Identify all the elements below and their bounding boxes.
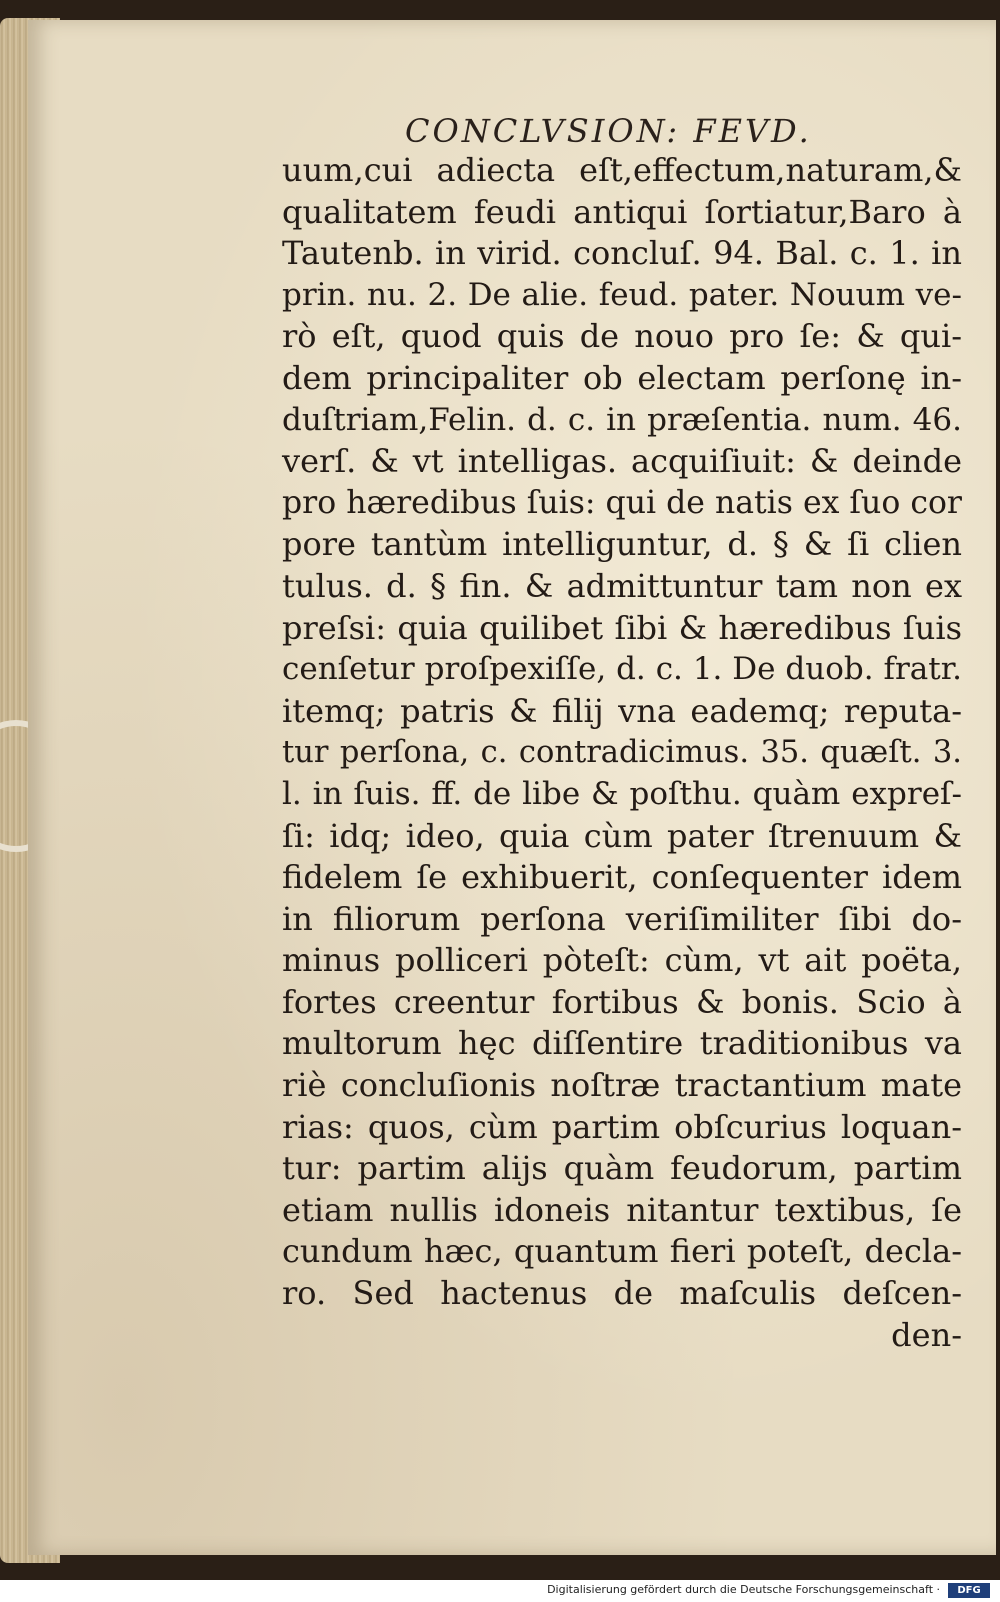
text-line: tur: partim alijs quàm feudorum, partim: [282, 1149, 962, 1188]
running-header: CONCLVSION: FEVD.: [405, 112, 812, 150]
text-line: tulus. d. § fin. & admittuntur tam non ex: [282, 566, 962, 605]
footer-bar: [0, 1580, 1000, 1602]
text-line: dem principaliter ob electam perſonę in-: [282, 358, 962, 397]
text-line: rò eſt, quod quis de nouo pro ſe: & qui-: [282, 317, 962, 356]
text-line: itemq; patris & filij vna eademq; reputa-: [282, 691, 962, 730]
text-line: cenſetur proſpexiſſe, d. c. 1. De duob. fratr.: [282, 651, 962, 688]
text-line: prin. nu. 2. De alie. feud. pater. Nouum ve-: [282, 276, 962, 313]
text-line: riè concluſionis noſtræ tractantium mate: [282, 1066, 962, 1105]
catchword: den-: [891, 1315, 962, 1354]
text-line: ro. Sed hactenus de maſculis deſcen-: [282, 1274, 962, 1313]
text-line: duſtriam,Felin. d. c. in præſentia. num. 46.: [282, 401, 962, 438]
text-line: Tautenb. in virid. concluſ. 94. Bal. c. 1. in: [282, 234, 962, 273]
funding-credit: Digitalisierung gefördert durch die Deutsche Forschungsgemeinschaft ·: [547, 1583, 940, 1596]
text-line: pore tantùm intelliguntur, d. § & ſi clien: [282, 525, 962, 564]
text-line: tur perſona, c. contradicimus. 35. quæſt. 3.: [282, 735, 962, 771]
text-line: fidelem ſe exhibuerit, conſequenter idem: [282, 858, 962, 897]
text-line: verſ. & vt intelligas. acquiſiuit: & deinde: [282, 442, 962, 481]
text-line: fortes creentur fortibus & bonis. Scio à: [282, 982, 962, 1021]
text-line: pro hæredibus ſuis: qui de natis ex ſuo cor: [282, 484, 962, 521]
dfg-logo: DFG: [948, 1583, 990, 1598]
body-text: [282, 150, 962, 1356]
text-line: multorum hęc diſſentire traditionibus va: [282, 1024, 962, 1063]
text-line: uum,cui adiecta eſt,effectum,naturam,&: [282, 151, 962, 189]
text-line: cundum hæc, quantum fieri poteſt, decla-: [282, 1232, 962, 1271]
text-line: minus polliceri pòteſt: cùm, vt ait poëta,: [282, 941, 962, 980]
text-line: preſsi: quia quilibet ſibi & hæredibus ſuis: [282, 608, 962, 647]
text-line: ſi: idq; ideo, quia cùm pater ſtrenuum &: [282, 816, 962, 855]
text-line: l. in ſuis. ff. de libe & poſthu. quàm expreſ-: [282, 775, 962, 812]
text-line: in filiorum perſona veriſimiliter ſibi do-: [282, 899, 962, 938]
text-line: qualitatem feudi antiqui ſortiatur,Baro à: [282, 192, 962, 231]
text-line: rias: quos, cùm partim obſcurius loquan-: [282, 1107, 962, 1146]
text-line: etiam nullis idoneis nitantur textibus, ſe: [282, 1190, 962, 1229]
